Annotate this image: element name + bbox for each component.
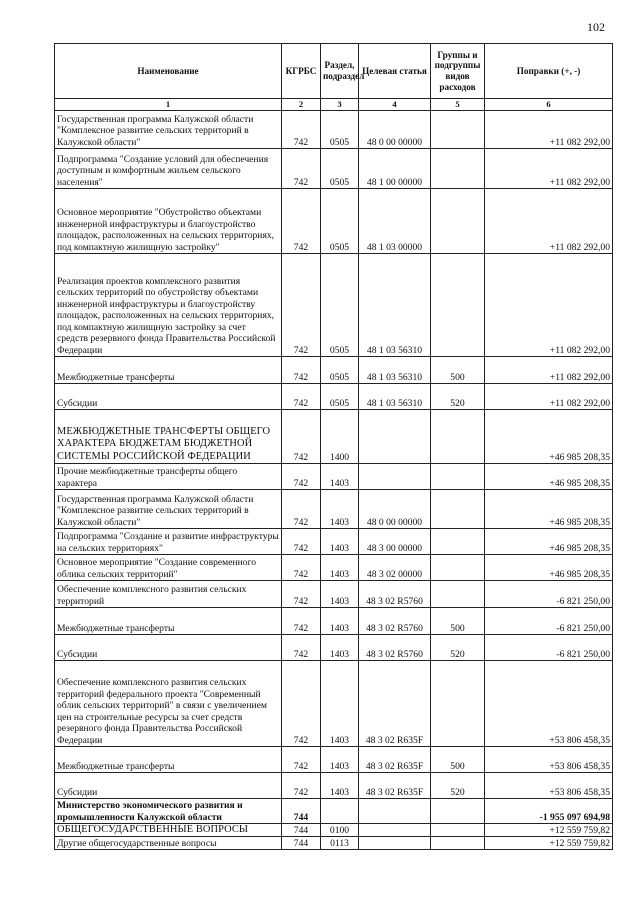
row-target: 48 3 02 R5760 [359, 635, 431, 661]
row-target: 48 1 03 56310 [359, 357, 431, 384]
row-name: Министерство экономического развития и промышленности Калужской области [55, 799, 282, 824]
row-name: Государственная программа Калужской области "Комплексное развитие сельских территорий в Калужской области" [55, 490, 282, 529]
row-section: 0505 [321, 357, 359, 384]
header-name: Наименование [55, 44, 282, 99]
row-name: Государственная программа Калужской области "Комплексное развитие сельских территорий в Калужской области" [55, 111, 282, 149]
table-row [55, 799, 613, 824]
table-row [55, 773, 613, 799]
row-amount: +46 985 208,35 [485, 555, 613, 581]
row-kgrbs: 742 [282, 608, 321, 635]
row-group: 500 [431, 608, 485, 635]
row-group: 500 [431, 747, 485, 773]
row-amount: +11 082 292,00 [485, 111, 613, 149]
row-amount: +46 985 208,35 [485, 410, 613, 464]
header-section: Раздел, подраздел [321, 44, 359, 99]
row-name: Подпрограмма "Создание и развитие инфраструктуры на сельских территориях" [55, 529, 282, 555]
row-group: 520 [431, 384, 485, 410]
row-kgrbs: 742 [282, 384, 321, 410]
row-section: 0100 [321, 824, 359, 837]
row-section: 0505 [321, 254, 359, 357]
row-group [431, 490, 485, 529]
row-name: Обеспечение комплексного развития сельских территорий [55, 581, 282, 608]
row-section: 1403 [321, 635, 359, 661]
row-name: Обеспечение комплексного развития сельских территорий федерального проекта "Современный облик сельских территорий" в связи с увеличением цен на строительные ресурсы за счет средств резервного фонда Правительства Российской Федерации [55, 661, 282, 747]
table-row [55, 747, 613, 773]
row-target [359, 410, 431, 464]
row-name: Межбюджетные трансферты [55, 357, 282, 384]
row-amount: -6 821 250,00 [485, 635, 613, 661]
table-row [55, 384, 613, 410]
row-amount: +46 985 208,35 [485, 464, 613, 490]
budget-table [54, 43, 613, 850]
table-row [55, 837, 613, 850]
row-name: ОБЩЕГОСУДАРСТВЕННЫЕ ВОПРОСЫ [55, 824, 282, 837]
row-section [321, 799, 359, 824]
row-target: 48 0 00 00000 [359, 490, 431, 529]
row-name: Другие общегосударственные вопросы [55, 837, 282, 850]
row-target: 48 1 03 56310 [359, 384, 431, 410]
row-section: 0505 [321, 189, 359, 254]
table-row [55, 464, 613, 490]
row-name: Межбюджетные трансферты [55, 747, 282, 773]
row-target [359, 464, 431, 490]
row-section: 1403 [321, 661, 359, 747]
row-amount: +11 082 292,00 [485, 384, 613, 410]
row-group [431, 824, 485, 837]
row-target: 48 1 03 56310 [359, 254, 431, 357]
header-kgrbs: КГРБС [282, 44, 321, 99]
row-group [431, 837, 485, 850]
row-target: 48 0 00 00000 [359, 111, 431, 149]
row-name: Субсидии [55, 635, 282, 661]
row-amount: +11 082 292,00 [485, 189, 613, 254]
row-target [359, 837, 431, 850]
row-group [431, 149, 485, 189]
column-number: 3 [321, 99, 359, 111]
row-amount: +11 082 292,00 [485, 357, 613, 384]
row-target: 48 3 02 R5760 [359, 608, 431, 635]
row-target [359, 824, 431, 837]
row-section: 1403 [321, 464, 359, 490]
row-amount: +11 082 292,00 [485, 149, 613, 189]
row-kgrbs: 742 [282, 357, 321, 384]
row-amount: -6 821 250,00 [485, 581, 613, 608]
row-group [431, 555, 485, 581]
row-section: 0505 [321, 149, 359, 189]
table-row [55, 490, 613, 529]
row-group: 520 [431, 773, 485, 799]
row-name: Основное мероприятие "Создание современного облика сельских территорий" [55, 555, 282, 581]
row-kgrbs: 742 [282, 529, 321, 555]
row-section: 1403 [321, 555, 359, 581]
row-name: Реализация проектов комплексного развития сельских территорий по обустройству объектами инженерной инфраструктуры и благоустройству площадок, расположенных на сельских территориях, под компактную жилищную застройку за счет средств резервного фонда Правительства Российской Федерации [55, 254, 282, 357]
row-group [431, 464, 485, 490]
row-section: 0505 [321, 111, 359, 149]
header-amendments: Поправки (+, -) [485, 44, 613, 99]
row-amount: -6 821 250,00 [485, 608, 613, 635]
column-number: 4 [359, 99, 431, 111]
table-row [55, 111, 613, 149]
row-section: 1400 [321, 410, 359, 464]
column-number: 5 [431, 99, 485, 111]
row-group: 500 [431, 357, 485, 384]
row-amount: +53 806 458,35 [485, 747, 613, 773]
row-name: Подпрограмма "Создание условий для обеспечения доступным и комфортным жильем сельского населения" [55, 149, 282, 189]
row-amount: +46 985 208,35 [485, 529, 613, 555]
row-target: 48 3 02 R5760 [359, 581, 431, 608]
row-kgrbs: 744 [282, 799, 321, 824]
row-amount: +12 559 759,82 [485, 824, 613, 837]
row-kgrbs: 742 [282, 661, 321, 747]
header-target: Целевая статья [359, 44, 431, 99]
row-section: 1403 [321, 490, 359, 529]
row-kgrbs: 742 [282, 464, 321, 490]
row-group [431, 189, 485, 254]
row-name: Субсидии [55, 384, 282, 410]
row-kgrbs: 742 [282, 747, 321, 773]
row-target: 48 3 02 R635F [359, 773, 431, 799]
row-section: 0505 [321, 384, 359, 410]
row-section: 1403 [321, 581, 359, 608]
row-kgrbs: 744 [282, 837, 321, 850]
row-name: Прочие межбюджетные трансферты общего характера [55, 464, 282, 490]
column-number: 2 [282, 99, 321, 111]
row-kgrbs: 744 [282, 824, 321, 837]
table-row [55, 410, 613, 464]
table-row [55, 608, 613, 635]
table-row [55, 581, 613, 608]
row-target: 48 3 02 R635F [359, 747, 431, 773]
row-group [431, 254, 485, 357]
row-kgrbs: 742 [282, 149, 321, 189]
row-group [431, 410, 485, 464]
row-group [431, 529, 485, 555]
row-section: 1403 [321, 529, 359, 555]
table-row [55, 661, 613, 747]
row-amount: +53 806 458,35 [485, 661, 613, 747]
row-section: 1403 [321, 773, 359, 799]
row-kgrbs: 742 [282, 773, 321, 799]
row-name: МЕЖБЮДЖЕТНЫЕ ТРАНСФЕРТЫ ОБЩЕГО ХАРАКТЕРА БЮДЖЕТАМ БЮДЖЕТНОЙ СИСТЕМЫ РОССИЙСКОЙ ФЕДЕРАЦИИ [55, 410, 282, 464]
table-row [55, 254, 613, 357]
table-row [55, 189, 613, 254]
row-amount: +11 082 292,00 [485, 254, 613, 357]
row-name: Межбюджетные трансферты [55, 608, 282, 635]
header-row [55, 44, 613, 99]
table-row [55, 635, 613, 661]
row-kgrbs: 742 [282, 189, 321, 254]
row-amount: +12 559 759,82 [485, 837, 613, 850]
row-target [359, 799, 431, 824]
row-target: 48 1 00 00000 [359, 149, 431, 189]
row-name: Субсидии [55, 773, 282, 799]
table-row [55, 149, 613, 189]
row-section: 1403 [321, 608, 359, 635]
column-number-row [55, 99, 613, 111]
row-kgrbs: 742 [282, 635, 321, 661]
row-kgrbs: 742 [282, 254, 321, 357]
row-target: 48 1 03 00000 [359, 189, 431, 254]
row-group: 520 [431, 635, 485, 661]
row-amount: +46 985 208,35 [485, 490, 613, 529]
column-number: 1 [55, 99, 282, 111]
row-kgrbs: 742 [282, 555, 321, 581]
row-group [431, 581, 485, 608]
row-target: 48 3 02 R635F [359, 661, 431, 747]
row-group [431, 661, 485, 747]
row-amount: -1 955 097 694,98 [485, 799, 613, 824]
table-row [55, 555, 613, 581]
row-target: 48 3 00 00000 [359, 529, 431, 555]
row-kgrbs: 742 [282, 490, 321, 529]
row-name: Основное мероприятие "Обустройство объектами инженерной инфраструктуры и благоустройство площадок, расположенных на сельских территориях, под компактную жилищную застройку" [55, 189, 282, 254]
row-section: 0113 [321, 837, 359, 850]
row-target: 48 3 02 00000 [359, 555, 431, 581]
row-amount: +53 806 458,35 [485, 773, 613, 799]
header-groups: Группы и подгруппы видов расходов [431, 44, 485, 99]
row-kgrbs: 742 [282, 581, 321, 608]
page-number: 102 [587, 20, 605, 34]
table-row [55, 824, 613, 837]
row-group [431, 799, 485, 824]
row-kgrbs: 742 [282, 111, 321, 149]
row-section: 1403 [321, 747, 359, 773]
table-row [55, 529, 613, 555]
table-row [55, 357, 613, 384]
row-kgrbs: 742 [282, 410, 321, 464]
row-group [431, 111, 485, 149]
column-number: 6 [485, 99, 613, 111]
